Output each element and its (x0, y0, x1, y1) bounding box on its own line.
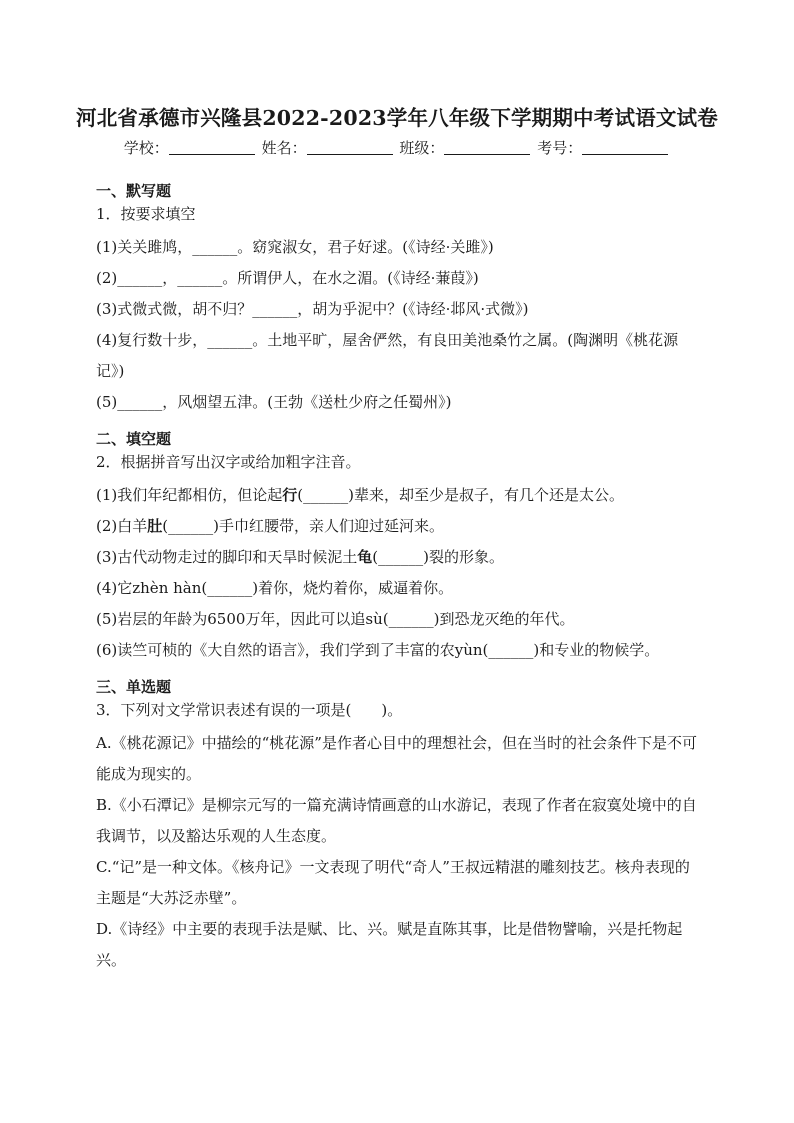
exam-content (96, 180, 698, 976)
option-a[interactable]: A.《桃花源记》中描绘的“桃花源”是作者心目中的理想社会，但在当时的社会条件下是不可能成为现实的。 (96, 734, 697, 783)
name-blank[interactable] (307, 140, 393, 155)
line-text: (______)手巾红腰带，亲人们迎过延河来。 (162, 517, 444, 535)
question-stem: 1．按要求填空 (96, 205, 196, 223)
fill-line: (4)复行数十步，______。土地平旷，屋舍俨然，有良田美池桑竹之属。(陶渊明《桃花源记》) (96, 331, 679, 380)
pinyin-line (96, 480, 698, 511)
pinyin-line (96, 635, 698, 666)
bold-char: 行 (282, 486, 298, 504)
line-text: (4)它zhèn hàn(______)着你，烧灼着你，威逼着你。 (96, 579, 454, 597)
bold-char: 肚 (147, 517, 163, 535)
option-d[interactable]: D.《诗经》中主要的表现手法是赋、比、兴。赋是直陈其事，比是借物譬喻，兴是托物起兴。 (96, 920, 683, 969)
section-heading: 一、默写题 (96, 182, 172, 200)
pinyin-line (96, 542, 698, 573)
bold-char: 龟 (357, 548, 373, 566)
page-title: 河北省承德市兴隆县2022-2023学年八年级下学期期中考试语文试卷 (76, 106, 718, 130)
line-text: (6)读竺可桢的《大自然的语言》，我们学到了丰富的农yùn(______)和专业的物候学。 (96, 641, 660, 659)
section-heading: 二、填空题 (96, 430, 172, 448)
option-b[interactable]: B.《小石潭记》是柳宗元写的一篇充满诗情画意的山水游记，表现了作者在寂寞处境中的自我调节，以及豁达乐观的人生态度。 (96, 796, 697, 845)
name-label: 姓名： (261, 139, 307, 157)
class-label: 班级： (399, 139, 445, 157)
question-stem: 2．根据拼音写出汉字或给加粗字注音。 (96, 453, 361, 471)
fill-line: (5)______，风烟望五津。(王勃《送杜少府之任蜀州》) (96, 393, 452, 411)
fill-line: (2)______，______。所谓伊人，在水之湄。(《诗经·蒹葭》) (96, 269, 479, 287)
fill-line: (1)关关雎鸠，______。窈窕淑女，君子好逑。(《诗经·关雎》) (96, 238, 494, 256)
section-heading: 三、单选题 (96, 678, 172, 696)
school-blank[interactable] (169, 140, 255, 155)
student-info-row (0, 137, 794, 158)
line-text: (1)我们年纪都相仿，但论起 (96, 486, 283, 504)
exam-number-label: 考号： (537, 139, 583, 157)
pinyin-line (96, 604, 698, 635)
class-blank[interactable] (444, 140, 530, 155)
pinyin-line (96, 511, 698, 542)
line-text: (______)裂的形象。 (372, 548, 504, 566)
line-text: (3)古代动物走过的脚印和天旱时候泥土 (96, 548, 358, 566)
pinyin-line (96, 573, 698, 604)
line-text: (5)岩层的年龄为6500万年，因此可以追sù(______)到恐龙灭绝的年代。 (96, 610, 575, 628)
exam-number-blank[interactable] (582, 140, 668, 155)
fill-line: (3)式微式微，胡不归？______，胡为乎泥中？(《诗经·邶风·式微》) (96, 300, 529, 318)
option-c[interactable]: C.“记”是一种文体。《核舟记》一文表现了明代“奇人”王叔远精湛的雕刻技艺。核舟表现的主题是“大苏泛赤壁”。 (96, 858, 690, 907)
school-label: 学校： (123, 139, 169, 157)
line-text: (2)白羊 (96, 517, 148, 535)
question-stem: 3．下列对文学常识表述有误的一项是( )。 (96, 701, 403, 719)
line-text: (______)辈来，却至少是叔子，有几个还是太公。 (297, 486, 624, 504)
